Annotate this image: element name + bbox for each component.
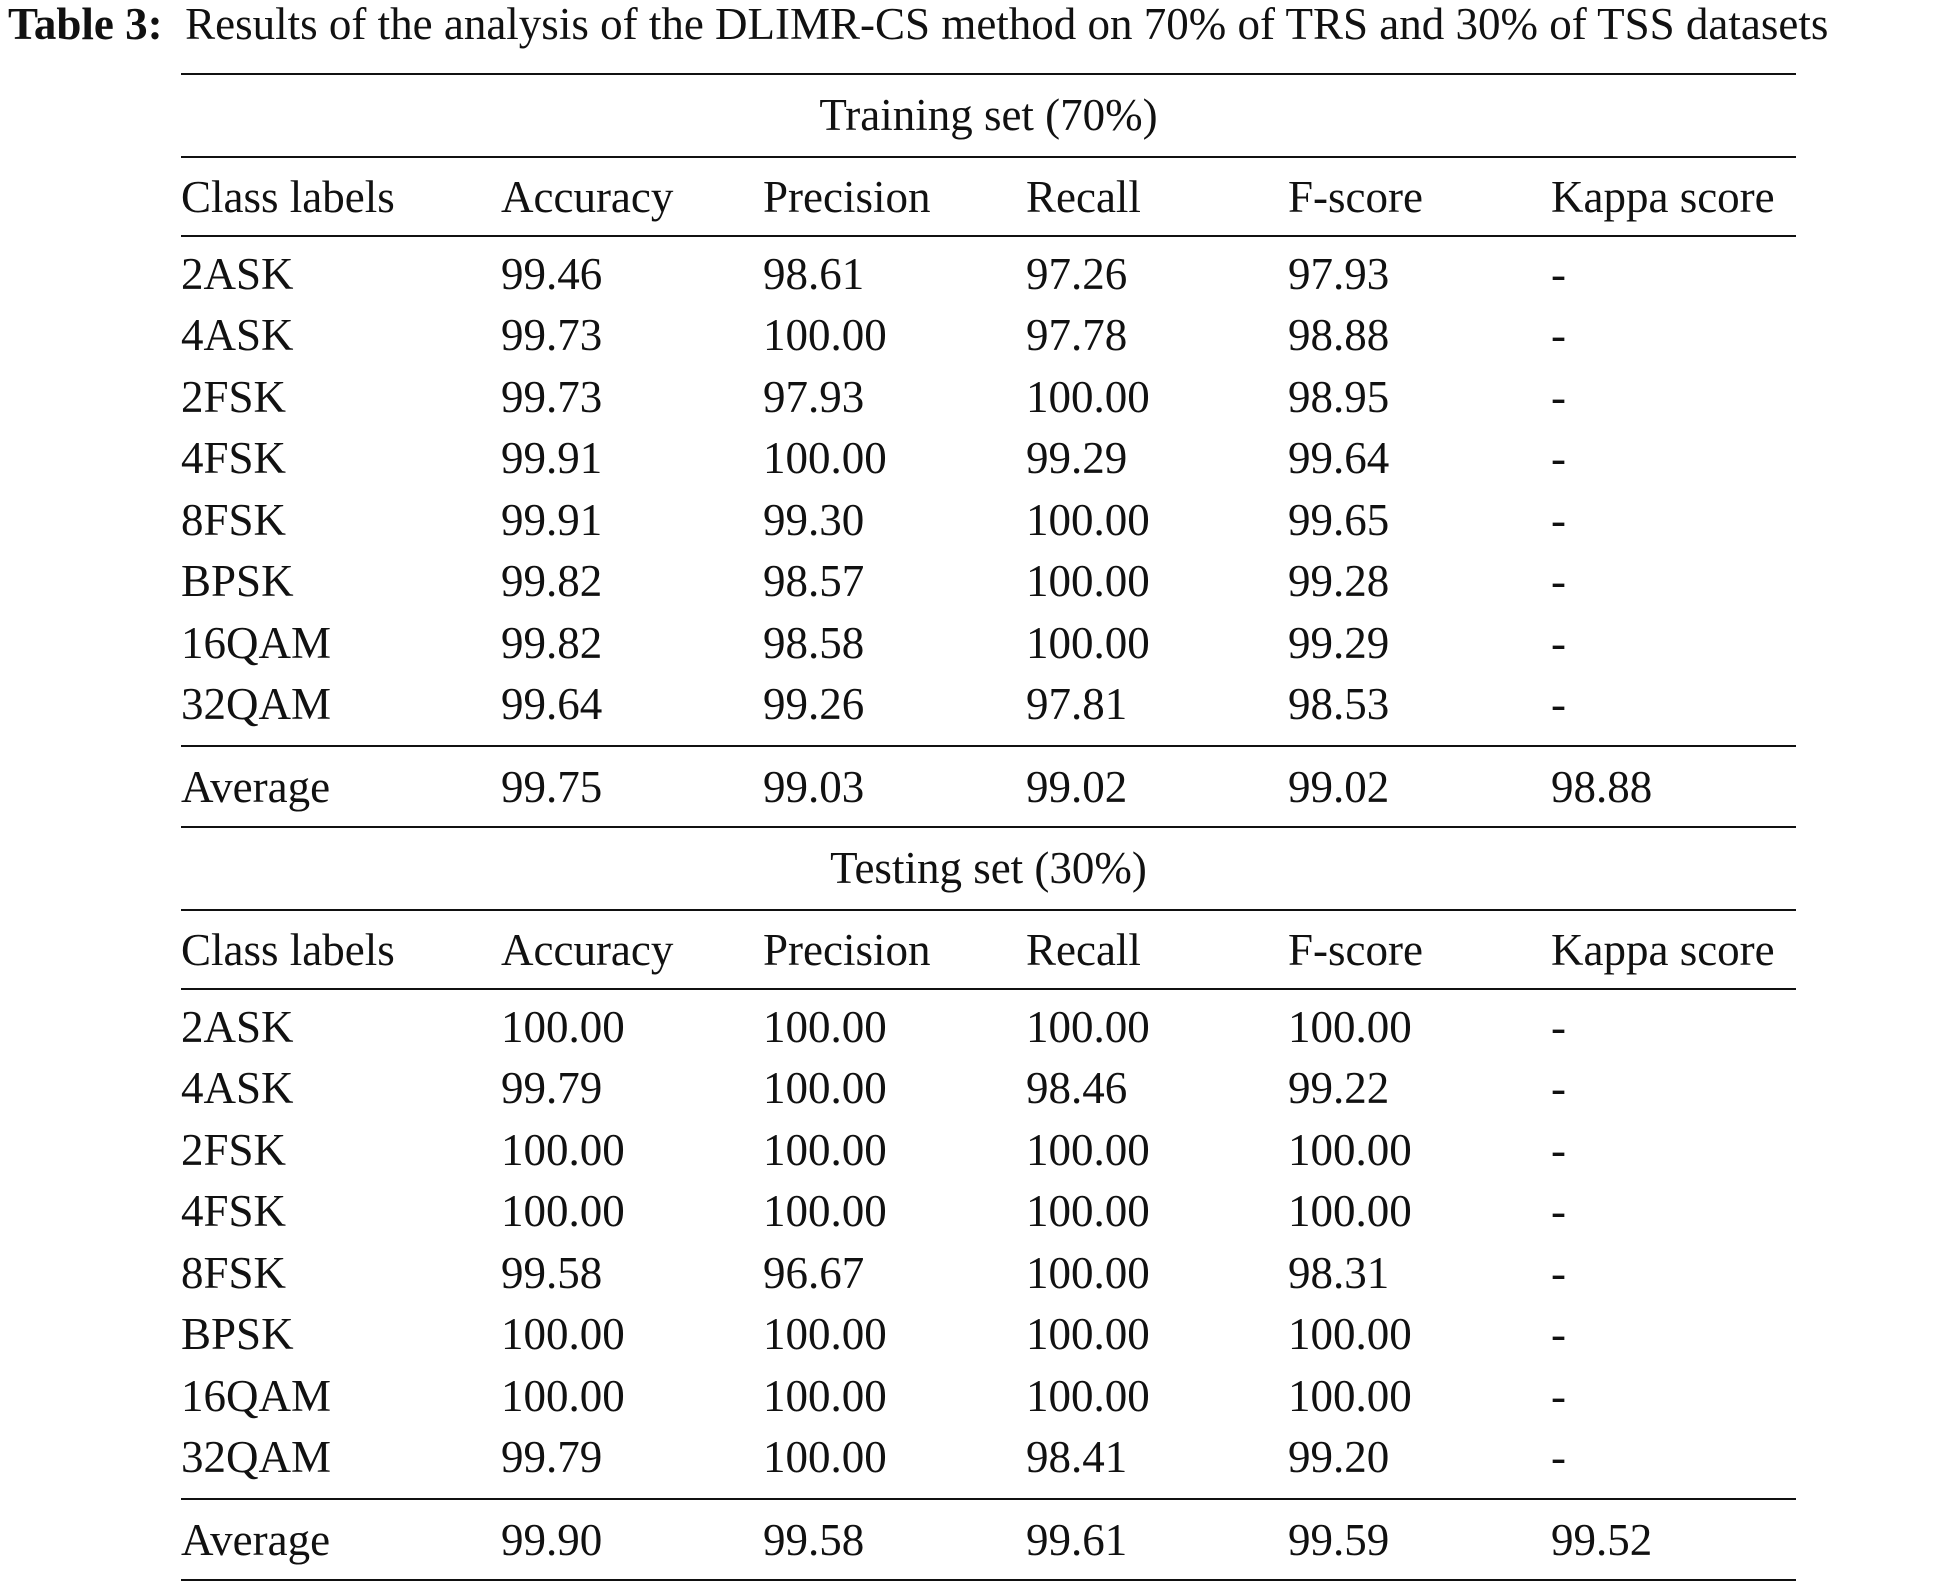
cell-class-label: 32QAM: [181, 679, 332, 730]
average-kappa-score: 98.88: [1551, 761, 1653, 812]
cell-accuracy: 100.00: [501, 1309, 625, 1360]
table-row: [181, 996, 1796, 1058]
cell-f-score: 99.64: [1288, 433, 1390, 484]
cell-precision: 100.00: [763, 1309, 887, 1360]
cell-class-label: 16QAM: [181, 1370, 332, 1421]
table-row: [181, 428, 1796, 490]
table-row: [181, 1242, 1796, 1304]
column-header-kappa-score: Kappa score: [1551, 171, 1775, 222]
table-row: [181, 489, 1796, 551]
cell-accuracy: 99.82: [501, 617, 603, 668]
cell-class-label: 16QAM: [181, 617, 332, 668]
cell-class-label: 4FSK: [181, 433, 287, 484]
cell-precision: 100.00: [763, 1186, 887, 1237]
cell-recall: 100.00: [1026, 1001, 1150, 1052]
column-header-accuracy: Accuracy: [501, 924, 674, 975]
average-accuracy: 99.90: [501, 1514, 603, 1565]
column-header-f-score: F-score: [1288, 924, 1423, 975]
cell-f-score: 98.95: [1288, 371, 1390, 422]
cell-kappa-score: -: [1551, 310, 1566, 361]
cell-class-label: 4ASK: [181, 310, 294, 361]
cell-class-label: 2FSK: [181, 1124, 287, 1175]
column-header-recall: Recall: [1026, 924, 1141, 975]
cell-recall: 98.46: [1026, 1063, 1128, 1114]
cell-accuracy: 99.91: [501, 494, 603, 545]
cell-precision: 97.93: [763, 371, 865, 422]
cell-class-label: 8FSK: [181, 494, 287, 545]
table-row: [181, 551, 1796, 613]
cell-accuracy: 99.73: [501, 371, 603, 422]
cell-precision: 98.61: [763, 248, 865, 299]
column-header-precision: Precision: [763, 924, 931, 975]
cell-f-score: 98.53: [1288, 679, 1390, 730]
cell-kappa-score: -: [1551, 1063, 1566, 1114]
caption-label: Table 3:: [8, 0, 163, 49]
cell-kappa-score: -: [1551, 556, 1566, 607]
cell-f-score: 99.22: [1288, 1063, 1390, 1114]
cell-class-label: 4FSK: [181, 1186, 287, 1237]
training-section-title: Training set (70%): [819, 90, 1158, 140]
cell-accuracy: 99.79: [501, 1063, 603, 1114]
cell-recall: 98.41: [1026, 1432, 1128, 1483]
cell-kappa-score: -: [1551, 1432, 1566, 1483]
cell-kappa-score: -: [1551, 1124, 1566, 1175]
column-header-recall: Recall: [1026, 171, 1141, 222]
average-accuracy: 99.75: [501, 761, 603, 812]
table-row: [181, 1304, 1796, 1366]
cell-f-score: 100.00: [1288, 1186, 1412, 1237]
cell-recall: 97.78: [1026, 310, 1128, 361]
table-row: [181, 674, 1796, 736]
cell-recall: 100.00: [1026, 494, 1150, 545]
cell-f-score: 99.28: [1288, 556, 1390, 607]
cell-precision: 98.58: [763, 617, 865, 668]
cell-precision: 100.00: [763, 1063, 887, 1114]
average-class-label: Average: [181, 1514, 331, 1565]
cell-f-score: 100.00: [1288, 1124, 1412, 1175]
cell-precision: 100.00: [763, 433, 887, 484]
column-header-kappa-score: Kappa score: [1551, 924, 1775, 975]
cell-class-label: BPSK: [181, 1309, 294, 1360]
cell-kappa-score: -: [1551, 1247, 1566, 1298]
cell-accuracy: 99.79: [501, 1432, 603, 1483]
cell-precision: 100.00: [763, 1001, 887, 1052]
column-header-accuracy: Accuracy: [501, 171, 674, 222]
table-caption: [8, 0, 1828, 48]
testing-header-row: [181, 911, 1796, 988]
cell-class-label: 4ASK: [181, 1063, 294, 1114]
cell-class-label: 2FSK: [181, 371, 287, 422]
cell-f-score: 100.00: [1288, 1309, 1412, 1360]
table-row: [181, 366, 1796, 428]
cell-precision: 100.00: [763, 1432, 887, 1483]
average-precision: 99.58: [763, 1514, 865, 1565]
testing-average-row: [181, 1500, 1796, 1579]
caption-text: Results of the analysis of the DLIMR-CS method on 70% of TRS and 30% of TSS datasets: [185, 0, 1829, 49]
cell-accuracy: 99.91: [501, 433, 603, 484]
cell-kappa-score: -: [1551, 1186, 1566, 1237]
cell-precision: 99.26: [763, 679, 865, 730]
cell-f-score: 97.93: [1288, 248, 1390, 299]
cell-precision: 98.57: [763, 556, 865, 607]
cell-recall: 100.00: [1026, 1370, 1150, 1421]
cell-recall: 99.29: [1026, 433, 1128, 484]
cell-kappa-score: -: [1551, 1370, 1566, 1421]
cell-precision: 100.00: [763, 310, 887, 361]
table-row: [181, 305, 1796, 367]
cell-f-score: 98.88: [1288, 310, 1390, 361]
cell-recall: 100.00: [1026, 556, 1150, 607]
average-f-score: 99.59: [1288, 1514, 1390, 1565]
average-precision: 99.03: [763, 761, 865, 812]
cell-accuracy: 100.00: [501, 1186, 625, 1237]
average-class-label: Average: [181, 761, 331, 812]
cell-precision: 96.67: [763, 1247, 865, 1298]
column-header-class-label: Class labels: [181, 924, 395, 975]
table-row: [181, 1427, 1796, 1489]
cell-kappa-score: -: [1551, 371, 1566, 422]
cell-kappa-score: -: [1551, 617, 1566, 668]
cell-recall: 100.00: [1026, 1247, 1150, 1298]
table-row: [181, 1365, 1796, 1427]
cell-f-score: 98.31: [1288, 1247, 1390, 1298]
cell-recall: 100.00: [1026, 617, 1150, 668]
cell-accuracy: 100.00: [501, 1001, 625, 1052]
cell-recall: 100.00: [1026, 1309, 1150, 1360]
cell-class-label: 2ASK: [181, 1001, 294, 1052]
average-recall: 99.02: [1026, 761, 1128, 812]
average-kappa-score: 99.52: [1551, 1514, 1653, 1565]
cell-accuracy: 100.00: [501, 1124, 625, 1175]
cell-precision: 99.30: [763, 494, 865, 545]
cell-kappa-score: -: [1551, 494, 1566, 545]
column-header-precision: Precision: [763, 171, 931, 222]
cell-recall: 100.00: [1026, 1186, 1150, 1237]
cell-precision: 100.00: [763, 1124, 887, 1175]
cell-recall: 100.00: [1026, 371, 1150, 422]
cell-kappa-score: -: [1551, 679, 1566, 730]
cell-class-label: 2ASK: [181, 248, 294, 299]
cell-kappa-score: -: [1551, 433, 1566, 484]
cell-kappa-score: -: [1551, 1309, 1566, 1360]
cell-f-score: 100.00: [1288, 1370, 1412, 1421]
cell-f-score: 100.00: [1288, 1001, 1412, 1052]
cell-precision: 100.00: [763, 1370, 887, 1421]
cell-recall: 100.00: [1026, 1124, 1150, 1175]
table-row: [181, 1181, 1796, 1243]
cell-accuracy: 100.00: [501, 1370, 625, 1421]
average-recall: 99.61: [1026, 1514, 1128, 1565]
cell-f-score: 99.65: [1288, 494, 1390, 545]
cell-recall: 97.26: [1026, 248, 1128, 299]
cell-kappa-score: -: [1551, 248, 1566, 299]
results-table: [181, 73, 1796, 1581]
table-row: [181, 1119, 1796, 1181]
testing-section-title: Testing set (30%): [830, 843, 1147, 893]
average-f-score: 99.02: [1288, 761, 1390, 812]
training-average-row: [181, 747, 1796, 826]
cell-recall: 97.81: [1026, 679, 1128, 730]
cell-accuracy: 99.46: [501, 248, 603, 299]
cell-kappa-score: -: [1551, 1001, 1566, 1052]
column-header-class-label: Class labels: [181, 171, 395, 222]
cell-class-label: 8FSK: [181, 1247, 287, 1298]
cell-class-label: BPSK: [181, 556, 294, 607]
table-row: [181, 243, 1796, 305]
cell-f-score: 99.29: [1288, 617, 1390, 668]
training-header-row: [181, 158, 1796, 235]
column-header-f-score: F-score: [1288, 171, 1423, 222]
cell-accuracy: 99.64: [501, 679, 603, 730]
table-row: [181, 1058, 1796, 1120]
cell-accuracy: 99.82: [501, 556, 603, 607]
cell-accuracy: 99.73: [501, 310, 603, 361]
cell-f-score: 99.20: [1288, 1432, 1390, 1483]
cell-accuracy: 99.58: [501, 1247, 603, 1298]
table-row: [181, 612, 1796, 674]
cell-class-label: 32QAM: [181, 1432, 332, 1483]
